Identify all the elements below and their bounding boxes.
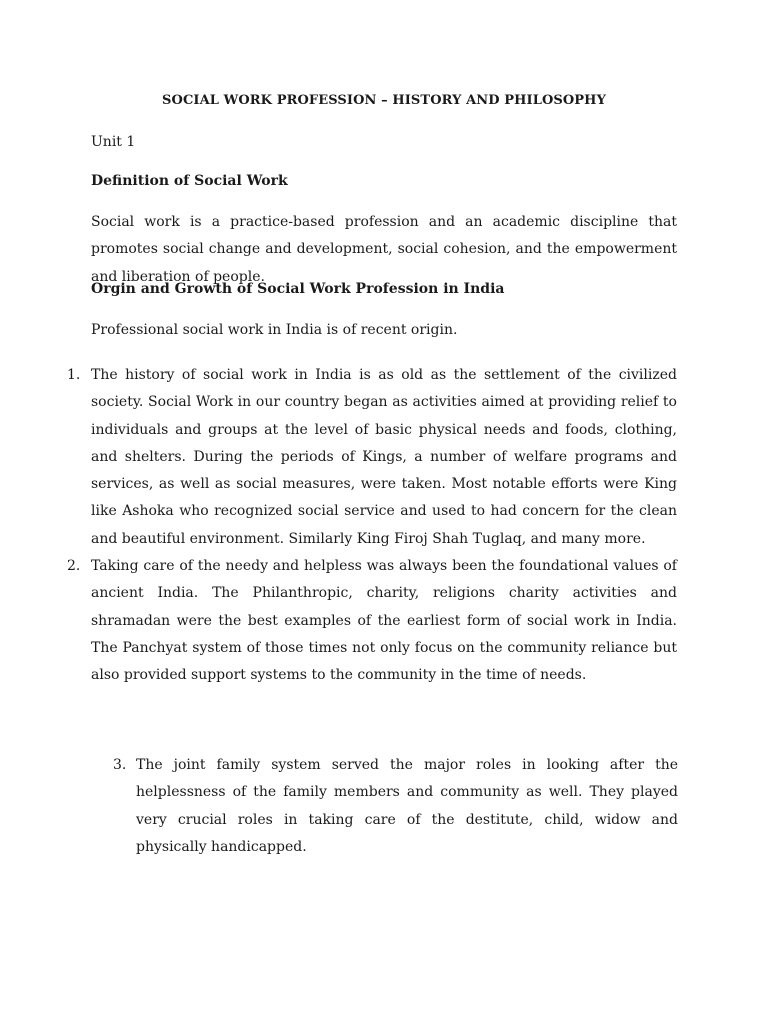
list-item [67,362,678,552]
unit-label: Unit 1 [91,134,136,150]
origin-intro-paragraph: Professional social work in India is of recent origin. [91,322,458,338]
document-title: SOCIAL WORK PROFESSION – HISTORY AND PHILOSOPHY [162,93,606,108]
list-item-text: The history of social work in India is as old as the settlement of the civilized society. Social Work in our country began as activities aimed at providing relief to individuals and groups at the level of basic physical needs and foods, clothing, and shelters. During the periods of Kings, a number of welfare programs and services, as well as social measures, were taken. Most notable efforts were King like Ashoka who recognized social service and used to had concern for the clean and beautiful environment. Similarly King Firoj Shah Tuglaq, and many more. [91,367,677,547]
list-item [113,752,678,855]
definition-paragraph: Social work is a practice-based profession and an academic discipline that promotes social change and development, social cohesion, and the empowerment and liberation of people. [91,214,677,285]
definition-heading: Definition of Social Work [91,173,288,189]
list-item-text: The joint family system served the major roles in looking after the helplessness of the family members and community as well. They played very crucial roles in taking care of the destitute, child, widow and physically handicapped. [136,757,678,855]
list-item-number: 1. [67,367,81,383]
list-item-text: Taking care of the needy and helpless was always been the foundational values of ancient India. The Philanthropic, charity, religions charity activities and shramadan were the best examples of the earliest form of social work in India. The Panchyat system of those times not only focus on the community reliance but also provided support systems to the community in the time of needs. [91,558,677,684]
list-item-number: 2. [67,558,81,574]
list-item [67,553,678,693]
origin-heading: Orgin and Growth of Social Work Profession in India [91,281,505,297]
list-item-number: 3. [113,757,127,773]
